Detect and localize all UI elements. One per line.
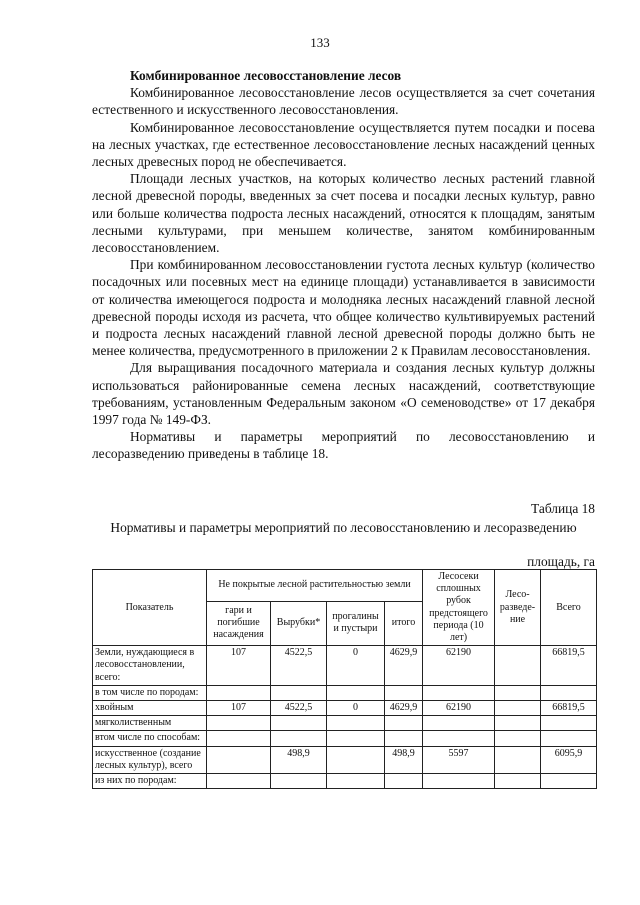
- cell-total: [541, 731, 597, 746]
- cell-burned: [207, 731, 271, 746]
- cell-afforestation: [495, 716, 541, 731]
- cell-clearcuts: 5597: [423, 746, 495, 773]
- table-row: [93, 646, 597, 686]
- header-not-covered: Не покрытые лесной растительностью земли: [207, 570, 423, 602]
- header-total: Всего: [541, 570, 597, 646]
- body-text: [92, 67, 595, 463]
- table-row: [93, 716, 597, 731]
- cell-total: [541, 716, 597, 731]
- cell-cuttings: [271, 774, 327, 789]
- table-row: [93, 746, 597, 773]
- table-row: [93, 731, 597, 746]
- cell-subtotal: 4629,9: [385, 701, 423, 716]
- data-table: [92, 569, 597, 789]
- cell-total: 66819,5: [541, 701, 597, 716]
- cell-burned: [207, 746, 271, 773]
- row-label: втом числе по способам:: [93, 731, 207, 746]
- header-subtotal: итого: [385, 601, 423, 646]
- cell-afforestation: [495, 746, 541, 773]
- cell-clearcuts: 62190: [423, 646, 495, 686]
- paragraph: Для выращивания посадочного материала и создания лесных культур должны использоваться районированные семена лесных насаждений, соответствующие требованиям, установленным Федеральным законом «О семеноводстве» от 17 декабря 1997 года № 149-ФЗ.: [92, 360, 595, 428]
- cell-subtotal: 4629,9: [385, 646, 423, 686]
- cell-glades: [327, 685, 385, 700]
- cell-clearcuts: [423, 716, 495, 731]
- header-indicator: Показатель: [93, 570, 207, 646]
- cell-subtotal: [385, 716, 423, 731]
- paragraph: Комбинированное лесовосстановление осуществляется путем посадки и посева на лесных участках, где естественное лесовосстановление лесных насаждений ценных лесных древесных пород не обеспечивается.: [92, 119, 595, 170]
- cell-burned: 107: [207, 646, 271, 686]
- cell-glades: [327, 716, 385, 731]
- cell-cuttings: [271, 716, 327, 731]
- cell-subtotal: [385, 685, 423, 700]
- cell-glades: 0: [327, 701, 385, 716]
- cell-glades: 0: [327, 646, 385, 686]
- row-label: искусственное (создание лесных культур), всего: [93, 746, 207, 773]
- cell-afforestation: [495, 701, 541, 716]
- cell-subtotal: [385, 774, 423, 789]
- header-clearcuts: Лесосеки сплошных рубок предстоящего периода (10 лет): [423, 570, 495, 646]
- cell-clearcuts: 62190: [423, 701, 495, 716]
- cell-cuttings: 498,9: [271, 746, 327, 773]
- table-label: Таблица 18: [531, 501, 595, 516]
- cell-glades: [327, 731, 385, 746]
- paragraph: Нормативы и параметры мероприятий по лесовосстановлению и лесоразведению приведены в таблице 18.: [92, 429, 595, 462]
- cell-cuttings: [271, 731, 327, 746]
- row-label: из них по породам:: [93, 774, 207, 789]
- cell-burned: [207, 685, 271, 700]
- cell-subtotal: 498,9: [385, 746, 423, 773]
- cell-afforestation: [495, 646, 541, 686]
- row-label: Земли, нуждающиеся в лесовосстановлении, всего:: [93, 646, 207, 686]
- header-glades: прогалины и пустыри: [327, 601, 385, 646]
- cell-cuttings: 4522,5: [271, 646, 327, 686]
- row-label: в том числе по породам:: [93, 685, 207, 700]
- paragraph: Комбинированное лесовосстановление лесов осуществляется за счет сочетания естественного и искусственного лесовосстановления.: [92, 85, 595, 118]
- table-row: [93, 774, 597, 789]
- header-cuttings: Вырубки*: [271, 601, 327, 646]
- cell-clearcuts: [423, 685, 495, 700]
- cell-cuttings: [271, 685, 327, 700]
- paragraph: При комбинированном лесовосстановлении густота лесных культур (количество посадочных или посевных мест на единице площади) устанавливается в зависимости от количества имеющегося подроста и молодняка лесных насаждений главной лесной древесной породы исходя из расчета, что общее количество культивируемых растений и подроста лесных насаждений главной лесной древесной породы должно быть не менее количества, предусмотренного в приложении 2 к Правилам лесовосстановления.: [92, 257, 595, 359]
- cell-burned: [207, 774, 271, 789]
- table-caption: Нормативы и параметры мероприятий по лесовосстановлению и лесоразведению: [110, 520, 577, 535]
- cell-total: [541, 685, 597, 700]
- table-row: [93, 701, 597, 716]
- cell-afforestation: [495, 774, 541, 789]
- cell-total: [541, 774, 597, 789]
- cell-glades: [327, 774, 385, 789]
- table-unit: площадь, га: [527, 554, 595, 569]
- cell-afforestation: [495, 731, 541, 746]
- page-number: 133: [310, 35, 330, 50]
- cell-subtotal: [385, 731, 423, 746]
- cell-total: 66819,5: [541, 646, 597, 686]
- cell-clearcuts: [423, 731, 495, 746]
- cell-cuttings: 4522,5: [271, 701, 327, 716]
- header-row: [93, 570, 597, 602]
- table-row: [93, 685, 597, 700]
- row-label: хвойным: [93, 701, 207, 716]
- cell-total: 6095,9: [541, 746, 597, 773]
- cell-glades: [327, 746, 385, 773]
- cell-burned: 107: [207, 701, 271, 716]
- cell-burned: [207, 716, 271, 731]
- section-heading: Комбинированное лесовосстановление лесов: [130, 68, 402, 83]
- row-label: мягколиственным: [93, 716, 207, 731]
- header-burned: гари и погибшие насаждения: [207, 601, 271, 646]
- paragraph: Площади лесных участков, на которых количество лесных растений главной лесной древесной породы, введенных за счет посева и посадки лесных культур, равно или больше количества подроста лесных насаждений, относятся к площадям, занятым лесными культурами, при меньшем количестве, занятом комбинированным лесовосстановлением.: [92, 171, 595, 256]
- cell-afforestation: [495, 685, 541, 700]
- header-afforestation: Лесо-разведе-ние: [495, 570, 541, 646]
- cell-clearcuts: [423, 774, 495, 789]
